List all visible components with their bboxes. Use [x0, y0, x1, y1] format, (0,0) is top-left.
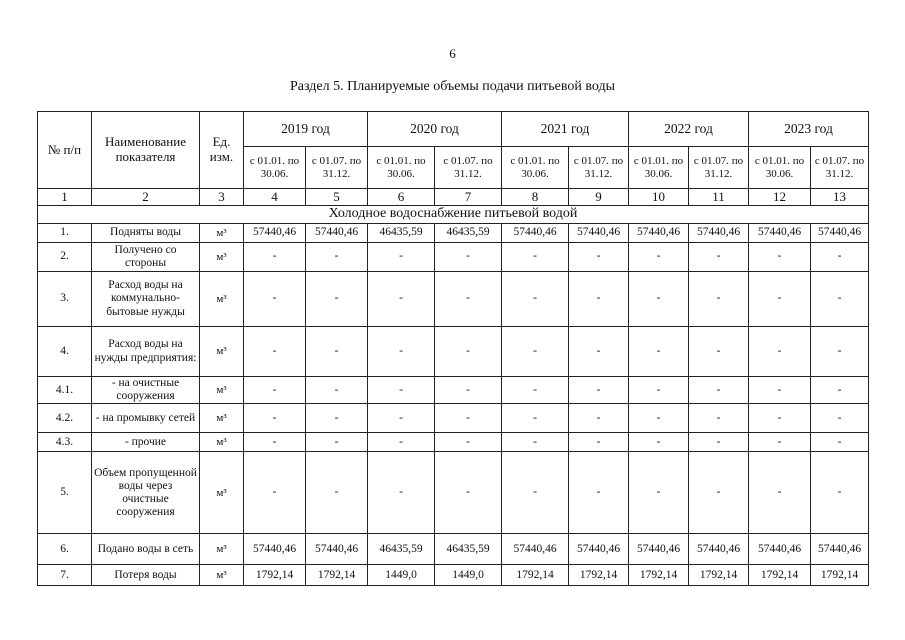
value-cell: -: [435, 377, 502, 404]
value-cell: -: [502, 272, 569, 327]
value-cell: 57440,46: [811, 534, 869, 565]
column-number: 11: [689, 189, 749, 206]
header-period-first-half: с 01.01. по 30.06.: [502, 147, 569, 189]
value-cell: -: [502, 243, 569, 272]
value-cell: -: [689, 377, 749, 404]
value-cell: 46435,59: [435, 534, 502, 565]
indicator-name: Получено со стороны: [92, 243, 200, 272]
value-cell: -: [244, 272, 306, 327]
row-number: 4.3.: [38, 433, 92, 452]
row-number: 2.: [38, 243, 92, 272]
value-cell: -: [749, 404, 811, 433]
water-supply-table: [37, 111, 869, 586]
indicator-name: Расход воды на нужды предприятия:: [92, 327, 200, 377]
column-number: 5: [306, 189, 368, 206]
indicator-name: - прочие: [92, 433, 200, 452]
value-cell: -: [569, 433, 629, 452]
row-number: 3.: [38, 272, 92, 327]
indicator-name: - на промывку сетей: [92, 404, 200, 433]
value-cell: -: [689, 452, 749, 534]
unit-cell: м³: [200, 565, 244, 586]
value-cell: -: [244, 452, 306, 534]
value-cell: -: [749, 433, 811, 452]
value-cell: 46435,59: [368, 224, 435, 243]
row-number: 1.: [38, 224, 92, 243]
value-cell: -: [368, 272, 435, 327]
table-row: [38, 534, 869, 565]
value-cell: -: [689, 433, 749, 452]
value-cell: -: [749, 327, 811, 377]
header-period-first-half: с 01.01. по 30.06.: [368, 147, 435, 189]
value-cell: 57440,46: [689, 534, 749, 565]
value-cell: 1792,14: [244, 565, 306, 586]
value-cell: 57440,46: [689, 224, 749, 243]
value-cell: -: [502, 377, 569, 404]
value-cell: 57440,46: [629, 534, 689, 565]
table-row: [38, 224, 869, 243]
table-row: [38, 272, 869, 327]
unit-cell: м³: [200, 224, 244, 243]
value-cell: 1792,14: [689, 565, 749, 586]
value-cell: -: [306, 404, 368, 433]
value-cell: -: [629, 272, 689, 327]
value-cell: -: [629, 404, 689, 433]
value-cell: 57440,46: [502, 534, 569, 565]
value-cell: -: [811, 433, 869, 452]
table-row: [38, 327, 869, 377]
value-cell: 57440,46: [811, 224, 869, 243]
header-period-second-half: с 01.07. по 31.12.: [435, 147, 502, 189]
value-cell: -: [306, 433, 368, 452]
value-cell: -: [306, 243, 368, 272]
value-cell: 1792,14: [749, 565, 811, 586]
value-cell: 57440,46: [244, 534, 306, 565]
value-cell: -: [811, 243, 869, 272]
header-period-second-half: с 01.07. по 31.12.: [306, 147, 368, 189]
value-cell: -: [244, 404, 306, 433]
value-cell: -: [811, 327, 869, 377]
value-cell: -: [811, 452, 869, 534]
value-cell: -: [629, 377, 689, 404]
unit-cell: м³: [200, 534, 244, 565]
unit-cell: м³: [200, 452, 244, 534]
header-col-unit: Ед. изм.: [200, 112, 244, 189]
value-cell: -: [749, 377, 811, 404]
indicator-name: Потеря воды: [92, 565, 200, 586]
value-cell: -: [244, 433, 306, 452]
value-cell: 57440,46: [306, 534, 368, 565]
column-number: 9: [569, 189, 629, 206]
value-cell: -: [629, 243, 689, 272]
value-cell: -: [569, 243, 629, 272]
value-cell: 1449,0: [368, 565, 435, 586]
header-year-2023: 2023 год: [749, 112, 869, 147]
header-col-name: Наименование показателя: [92, 112, 200, 189]
section-label: Холодное водоснабжение питьевой водой: [38, 206, 869, 224]
unit-cell: м³: [200, 272, 244, 327]
value-cell: -: [306, 377, 368, 404]
unit-cell: м³: [200, 243, 244, 272]
table-row: [38, 377, 869, 404]
header-year-2021: 2021 год: [502, 112, 629, 147]
value-cell: 57440,46: [306, 224, 368, 243]
header-row-years: [38, 112, 869, 147]
indicator-name: Подано воды в сеть: [92, 534, 200, 565]
row-number: 4.1.: [38, 377, 92, 404]
indicator-name: Объем пропущенной воды через очистные сооружения: [92, 452, 200, 534]
value-cell: -: [749, 243, 811, 272]
page-number: 6: [449, 46, 456, 61]
value-cell: -: [629, 452, 689, 534]
table-row: [38, 433, 869, 452]
value-cell: -: [569, 404, 629, 433]
value-cell: -: [306, 452, 368, 534]
value-cell: -: [569, 327, 629, 377]
value-cell: -: [689, 243, 749, 272]
row-number: 4.: [38, 327, 92, 377]
value-cell: -: [435, 243, 502, 272]
value-cell: -: [569, 377, 629, 404]
value-cell: 57440,46: [244, 224, 306, 243]
header-year-2022: 2022 год: [629, 112, 749, 147]
table-row: [38, 243, 869, 272]
value-cell: -: [502, 404, 569, 433]
unit-cell: м³: [200, 404, 244, 433]
value-cell: -: [629, 433, 689, 452]
value-cell: 57440,46: [502, 224, 569, 243]
value-cell: -: [629, 327, 689, 377]
column-number: 13: [811, 189, 869, 206]
value-cell: -: [435, 404, 502, 433]
header-year-2019: 2019 год: [244, 112, 368, 147]
value-cell: -: [502, 452, 569, 534]
table-row: [38, 452, 869, 534]
indicator-name: - на очистные сооружения: [92, 377, 200, 404]
row-number: 5.: [38, 452, 92, 534]
value-cell: -: [569, 452, 629, 534]
value-cell: 57440,46: [749, 224, 811, 243]
value-cell: -: [368, 452, 435, 534]
value-cell: -: [811, 272, 869, 327]
column-number: 10: [629, 189, 689, 206]
unit-cell: м³: [200, 377, 244, 404]
value-cell: -: [689, 327, 749, 377]
value-cell: -: [811, 377, 869, 404]
indicator-name: Подняты воды: [92, 224, 200, 243]
section-row: [38, 206, 869, 224]
value-cell: -: [244, 243, 306, 272]
value-cell: 1792,14: [502, 565, 569, 586]
value-cell: -: [811, 404, 869, 433]
unit-cell: м³: [200, 327, 244, 377]
value-cell: 57440,46: [629, 224, 689, 243]
value-cell: -: [689, 404, 749, 433]
value-cell: 57440,46: [569, 224, 629, 243]
table-row: [38, 565, 869, 586]
value-cell: -: [368, 433, 435, 452]
unit-cell: м³: [200, 433, 244, 452]
table-row: [38, 404, 869, 433]
row-number: 6.: [38, 534, 92, 565]
value-cell: -: [306, 272, 368, 327]
section-title: Раздел 5. Планируемые объемы подачи питьевой воды: [290, 79, 615, 94]
value-cell: 1792,14: [569, 565, 629, 586]
indicator-name: Расход воды на коммунально-бытовые нужды: [92, 272, 200, 327]
value-cell: 57440,46: [569, 534, 629, 565]
row-number: 7.: [38, 565, 92, 586]
value-cell: 46435,59: [368, 534, 435, 565]
value-cell: -: [749, 452, 811, 534]
value-cell: -: [368, 327, 435, 377]
value-cell: 57440,46: [749, 534, 811, 565]
value-cell: -: [435, 433, 502, 452]
header-period-first-half: с 01.01. по 30.06.: [629, 147, 689, 189]
value-cell: -: [435, 452, 502, 534]
value-cell: 1792,14: [306, 565, 368, 586]
value-cell: 1449,0: [435, 565, 502, 586]
value-cell: -: [689, 272, 749, 327]
header-period-first-half: с 01.01. по 30.06.: [244, 147, 306, 189]
header-period-second-half: с 01.07. по 31.12.: [811, 147, 869, 189]
column-number: 1: [38, 189, 92, 206]
column-number: 3: [200, 189, 244, 206]
value-cell: -: [502, 327, 569, 377]
value-cell: 1792,14: [811, 565, 869, 586]
value-cell: 46435,59: [435, 224, 502, 243]
value-cell: -: [749, 272, 811, 327]
value-cell: -: [368, 377, 435, 404]
column-number: 4: [244, 189, 306, 206]
value-cell: -: [368, 243, 435, 272]
header-row-column-numbers: [38, 189, 869, 206]
value-cell: -: [306, 327, 368, 377]
value-cell: -: [569, 272, 629, 327]
value-cell: -: [244, 377, 306, 404]
column-number: 2: [92, 189, 200, 206]
column-number: 6: [368, 189, 435, 206]
value-cell: -: [368, 404, 435, 433]
column-number: 12: [749, 189, 811, 206]
column-number: 8: [502, 189, 569, 206]
column-number: 7: [435, 189, 502, 206]
value-cell: 1792,14: [629, 565, 689, 586]
value-cell: -: [244, 327, 306, 377]
value-cell: -: [435, 327, 502, 377]
header-period-second-half: с 01.07. по 31.12.: [689, 147, 749, 189]
header-year-2020: 2020 год: [368, 112, 502, 147]
row-number: 4.2.: [38, 404, 92, 433]
header-period-first-half: с 01.01. по 30.06.: [749, 147, 811, 189]
value-cell: -: [435, 272, 502, 327]
header-col-num: № п/п: [38, 112, 92, 189]
header-period-second-half: с 01.07. по 31.12.: [569, 147, 629, 189]
value-cell: -: [502, 433, 569, 452]
